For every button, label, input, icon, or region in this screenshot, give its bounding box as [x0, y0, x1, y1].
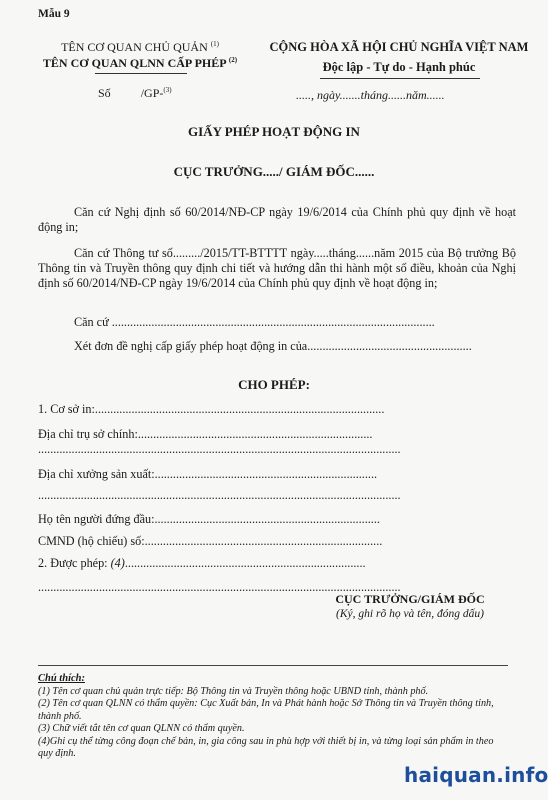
- motto-underline: [320, 78, 480, 79]
- note-item: (1) Tên cơ quan chủ quản trực tiếp: Bộ Thông tin và Truyền thông hoặc UBND tỉnh, thành phố.: [38, 686, 429, 697]
- agency-underline: [95, 73, 187, 74]
- head-person-name-field: Họ tên người đứng đầu:..........................................................................: [38, 512, 380, 526]
- workshop-address-field: Địa chỉ xưởng sản xuất:.........................................................................: [38, 467, 378, 481]
- country-name: CỘNG HÒA XÃ HỘI CHỦ NGHĨA VIỆT NAM: [269, 40, 529, 54]
- basis-circular: Căn cứ Thông tư số........./2015/TT-BTTTT ngày.....tháng......năm 2015 của Bộ trưởng Bộ Thông tin và Truyền thông quy định chi tiết và hướng dẫn thi hành một số điều, khoản của Nghị định số 60/2014/NĐ-CP ngày 19/6/2014 của Chính phủ quy định về hoạt động in;: [38, 246, 516, 290]
- signatory-title: CỤC TRƯỞNG/GIÁM ĐỐC: [335, 592, 485, 606]
- permit-number: Số /GP-$^{(3)}$: [98, 86, 172, 100]
- date-line: ....., ngày.......tháng......năm......: [296, 88, 445, 102]
- workshop-address-continuation: .......................................................................................................................: [38, 488, 401, 502]
- issuer-title: CỤC TRƯỞNG...../ GIÁM ĐỐC......: [173, 164, 375, 179]
- signature-instruction: (Ký, ghi rõ họ và tên, đóng dấu): [336, 608, 484, 620]
- managing-agency-label: TÊN CƠ QUAN CHỦ QUẢN $^{(1)}$: [61, 40, 219, 54]
- notes-heading: Chú thích:: [38, 673, 85, 684]
- note-item: (2) Tên cơ quan QLNN có thẩm quyền: Cục Xuất bản, In và Phát hành hoặc Sở Thông tin và Truyền thông tỉnh, thành phố.: [38, 698, 494, 722]
- permitted-activities-continuation: .......................................................................................................................: [38, 580, 401, 594]
- head-office-address-continuation: .......................................................................................................................: [38, 442, 401, 456]
- note-item: (4)Ghi cụ thể từng công đoạn chế bản, in, gia công sau in phù hợp với thiết bị in, và từng loại sản phẩm in theo quy định.: [38, 735, 494, 760]
- permitted-activities-field: 2. Được phép: (4)...............................................................................: [38, 556, 366, 570]
- site-watermark: haiquan.info: [404, 763, 548, 787]
- permit-heading: CHO PHÉP:: [238, 377, 310, 392]
- note-item: (3) Chữ viết tắt tên cơ quan QLNN có thẩm quyền.: [38, 723, 245, 735]
- national-motto: Độc lập - Tự do - Hạnh phúc: [322, 60, 476, 74]
- basis-other: Căn cứ ..........................................................................................................: [74, 315, 435, 329]
- head-office-address-field: Địa chỉ trụ sở chính:.............................................................................: [38, 427, 373, 441]
- printing-facility-field: 1. Cơ sở in:...............................................................................................: [38, 402, 385, 416]
- licensing-agency-label: TÊN CƠ QUAN QLNN CẤP PHÉP $^{(2)}$: [42, 56, 238, 70]
- document-title: GIẤY PHÉP HOẠT ĐỘNG IN: [188, 124, 360, 139]
- notes-divider: [38, 665, 508, 666]
- notes-list: [38, 686, 508, 760]
- form-number: Mẫu 9: [38, 8, 70, 20]
- basis-application: Xét đơn đề nghị cấp giấy phép hoạt động in của......................................................: [74, 339, 472, 353]
- basis-decree: Căn cứ Nghị định số 60/2014/NĐ-CP ngày 19/6/2014 của Chính phủ quy định về hoạt động in;: [38, 205, 516, 234]
- id-card-number-field: CMND (hộ chiếu) số:..............................................................................: [38, 534, 383, 548]
